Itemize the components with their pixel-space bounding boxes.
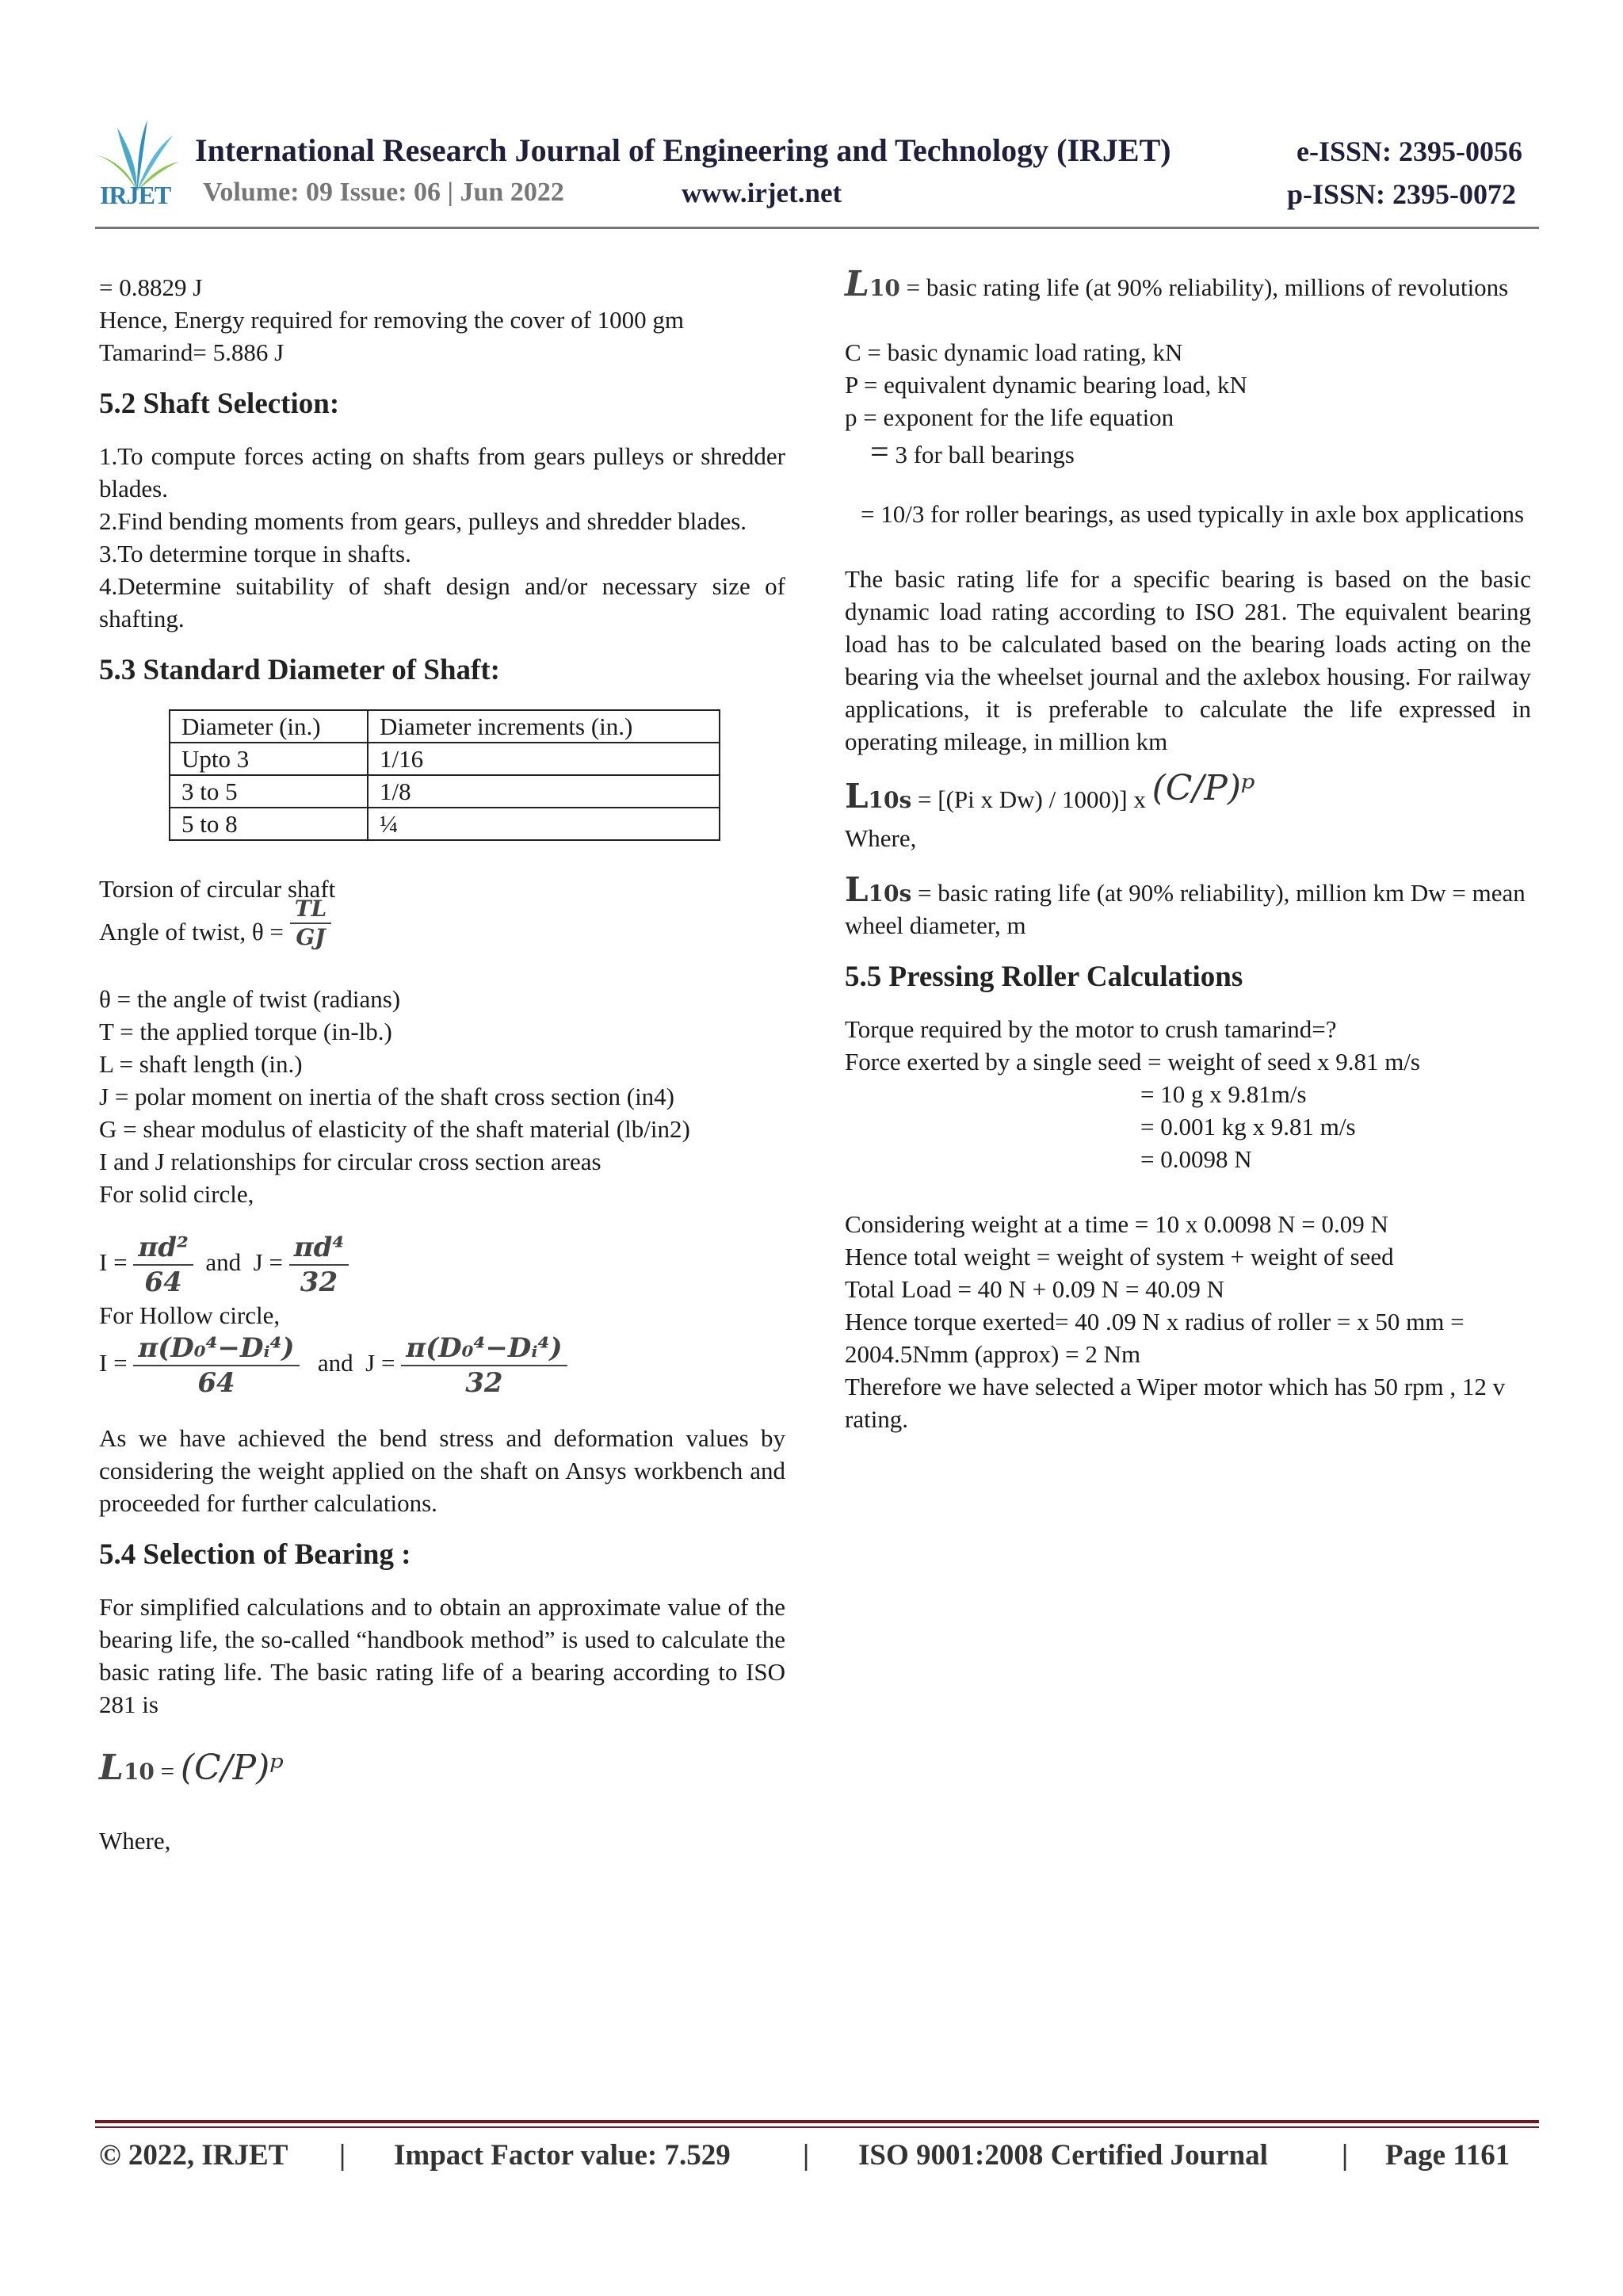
fraction-numerator: π(D₀⁴−Dᵢ⁴) <box>133 1331 299 1366</box>
definition-line: P = equivalent dynamic bearing load, kN <box>845 371 1247 399</box>
ball-bearing-line: = 3 for ball bearings <box>870 434 1075 471</box>
l10-symbol: L10 <box>845 264 900 304</box>
volume-issue: Volume: 09 Issue: 06 | Jun 2022 <box>203 178 564 207</box>
where-label: Where, <box>99 1827 171 1855</box>
footer-divider-thin <box>95 2126 1539 2128</box>
fraction-numerator: πd⁴ <box>289 1231 349 1266</box>
l10s-symbol: L10s <box>845 777 912 816</box>
website-link[interactable]: www.irjet.net <box>682 178 842 208</box>
table-header-row <box>170 710 720 743</box>
definition-line: L = shaft length (in.) <box>99 1050 303 1078</box>
section-5-4-title: 5.4 Selection of Bearing : <box>99 1538 411 1571</box>
energy-value: = 0.8829 J <box>99 273 203 301</box>
definition-line: I and J relationships for circular cross section areas <box>99 1148 601 1175</box>
l10s-definition: L10s = basic rating life (at 90% reliability), million km Dw = mean wheel diameter, m <box>845 870 1526 939</box>
l10-definition: L10 = basic rating life (at 90% reliability), millions of revolutions <box>845 264 1509 304</box>
equals-sign: = <box>160 1757 175 1785</box>
diameter-table <box>169 709 720 841</box>
definition-line: For solid circle, <box>99 1180 254 1208</box>
i-label: I = <box>99 1349 128 1377</box>
left-column <box>99 271 785 1857</box>
l10-symbol: L10 <box>99 1748 155 1788</box>
section-5-5-title: 5.5 Pressing Roller Calculations <box>845 961 1243 993</box>
footer-divider <box>95 2120 1539 2123</box>
table-row <box>170 743 720 775</box>
footer-separator: | <box>339 2139 346 2172</box>
calc-line: Force exerted by a single seed = weight of seed x 9.81 m/s <box>845 1048 1420 1075</box>
l10-equation <box>99 1744 785 1796</box>
footer-copyright: © 2022, IRJET <box>99 2139 288 2172</box>
table-row <box>170 808 720 840</box>
calc-line: Considering weight at a time = 10 x 0.0098 N = 0.09 N <box>845 1210 1388 1238</box>
list-item: 2.Find bending moments from gears, pulleys and shredder blades. <box>99 507 747 535</box>
list-item: 4.Determine suitability of shaft design and/or necessary size of shafting. <box>99 572 785 632</box>
calc-line: Total Load = 40 N + 0.09 N = 40.09 N <box>845 1275 1225 1303</box>
definition-line: J = polar moment on inertia of the shaft cross section (in4) <box>99 1083 675 1110</box>
angle-of-twist-equation <box>99 896 785 962</box>
fraction-denominator: 32 <box>300 1266 338 1298</box>
solid-circle-equation <box>99 1231 785 1299</box>
footer-page-number: Page 1161 <box>1385 2139 1510 2172</box>
footer-impact-factor: Impact Factor value: 7.529 <box>394 2139 731 2172</box>
calc-line: Torque required by the motor to crush tamarind=? <box>845 1015 1337 1043</box>
calc-line: Therefore we have selected a Wiper motor which has 50 rpm , 12 v rating. <box>845 1373 1506 1433</box>
cp-formula: (C/P)ᵖ <box>1151 768 1255 808</box>
where-label: Where, <box>845 824 917 852</box>
calc-line: = 10 g x 9.81m/s <box>1140 1080 1307 1108</box>
bearing-paragraph: For simplified calculations and to obtain an approximate value of the bearing life, the so-called “handbook method” is used to calculate the basic rating life. The basic rating life of a bearing according to ISO 281 is <box>99 1593 785 1718</box>
hollow-i-fraction <box>133 1331 299 1400</box>
cp-formula: (C/P)ᵖ <box>180 1748 284 1788</box>
header-divider <box>95 227 1539 229</box>
solid-j-fraction <box>289 1231 349 1299</box>
fraction-denominator: 64 <box>197 1367 235 1399</box>
fraction-numerator: TL <box>290 896 332 924</box>
p-issn: p-ISSN: 2395-0072 <box>1287 178 1517 210</box>
ansys-paragraph: As we have achieved the bend stress and deformation values by considering the weight applied on the shaft on Ansys workbench and proceeded for further calculations. <box>99 1424 785 1517</box>
table-cell: 3 to 5 <box>170 775 368 808</box>
list-item: 1.To compute forces acting on shafts from gears pulleys or shredder blades. <box>99 442 785 502</box>
fraction-numerator: πd² <box>133 1231 193 1266</box>
j-label: J = <box>365 1349 395 1377</box>
table-cell: 5 to 8 <box>170 808 368 840</box>
table-cell: ¼ <box>368 808 720 840</box>
l10s-symbol: L10s <box>845 870 912 909</box>
definition-line: G = shear modulus of elasticity of the shaft material (lb/in2) <box>99 1115 690 1143</box>
fraction-denominator: 64 <box>144 1266 182 1298</box>
and-label: and <box>317 1349 353 1377</box>
table-header: Diameter (in.) <box>170 710 368 743</box>
journal-title: International Research Journal of Engineering and Technology (IRJET) <box>195 132 1171 168</box>
l10s-equation: L10s = [(Pi x Dw) / 1000)] x (C/P)ᵖ <box>845 768 1255 816</box>
hollow-circle-equation <box>99 1331 785 1400</box>
definition-line: θ = the angle of twist (radians) <box>99 985 401 1013</box>
table-header: Diameter increments (in.) <box>368 710 720 743</box>
fraction-denominator: GJ <box>296 924 326 950</box>
energy-text: Hence, Energy required for removing the cover of 1000 gm Tamarind= 5.886 J <box>99 306 685 366</box>
hollow-title: For Hollow circle, <box>99 1301 281 1329</box>
fraction-denominator: 32 <box>465 1367 503 1399</box>
definition-line: T = the applied torque (in-lb.) <box>99 1018 392 1045</box>
calc-line: Hence torque exerted= 40 .09 N x radius of roller = x 50 mm = 2004.5Nmm (approx) = 2 Nm <box>845 1308 1465 1368</box>
footer-iso: ISO 9001:2008 Certified Journal <box>858 2139 1268 2172</box>
and-label: and <box>205 1248 242 1277</box>
torsion-title: Torsion of circular shaft <box>99 875 336 903</box>
footer-separator: | <box>1342 2139 1349 2172</box>
right-column <box>845 264 1531 1435</box>
shaft-selection-list <box>99 440 785 635</box>
angle-fraction <box>290 896 332 951</box>
basic-rating-paragraph: The basic rating life for a specific bearing is based on the basic dynamic load rating according to ISO 281. The equivalent bearing load has to be calculated based on the bearing loads acting on the bearing via the wheelset journal and the axlebox housing. For railway applications, it is preferable to calculate the life expressed in operating mileage, in million km <box>845 565 1531 755</box>
calc-line: Hence total weight = weight of system + weight of seed <box>845 1243 1394 1270</box>
definition-line: p = exponent for the life equation <box>845 403 1174 431</box>
table-row <box>170 775 720 808</box>
fraction-numerator: π(D₀⁴−Dᵢ⁴) <box>401 1331 567 1366</box>
section-5-3-title: 5.3 Standard Diameter of Shaft: <box>99 654 500 686</box>
list-item: 3.To determine torque in shafts. <box>99 540 411 567</box>
section-5-2-title: 5.2 Shaft Selection: <box>99 388 340 420</box>
definition-line: C = basic dynamic load rating, kN <box>845 338 1183 366</box>
table-cell: 1/16 <box>368 743 720 775</box>
e-issn: e-ISSN: 2395-0056 <box>1296 136 1522 167</box>
footer-separator: | <box>803 2139 810 2172</box>
angle-label: Angle of twist, θ = <box>99 918 284 946</box>
j-label: J = <box>253 1248 283 1277</box>
i-label: I = <box>99 1248 128 1277</box>
calc-line: = 0.0098 N <box>1140 1145 1252 1173</box>
table-cell: 1/8 <box>368 775 720 808</box>
equals-sign: = <box>870 434 889 471</box>
solid-i-fraction <box>133 1231 193 1299</box>
hollow-j-fraction <box>401 1331 567 1400</box>
logo-text: IRJET <box>100 181 171 209</box>
table-cell: Upto 3 <box>170 743 368 775</box>
calc-line: = 0.001 kg x 9.81 m/s <box>1140 1113 1356 1140</box>
roller-bearing-line: = 10/3 for roller bearings, as used typically in axle box applications <box>861 500 1525 528</box>
